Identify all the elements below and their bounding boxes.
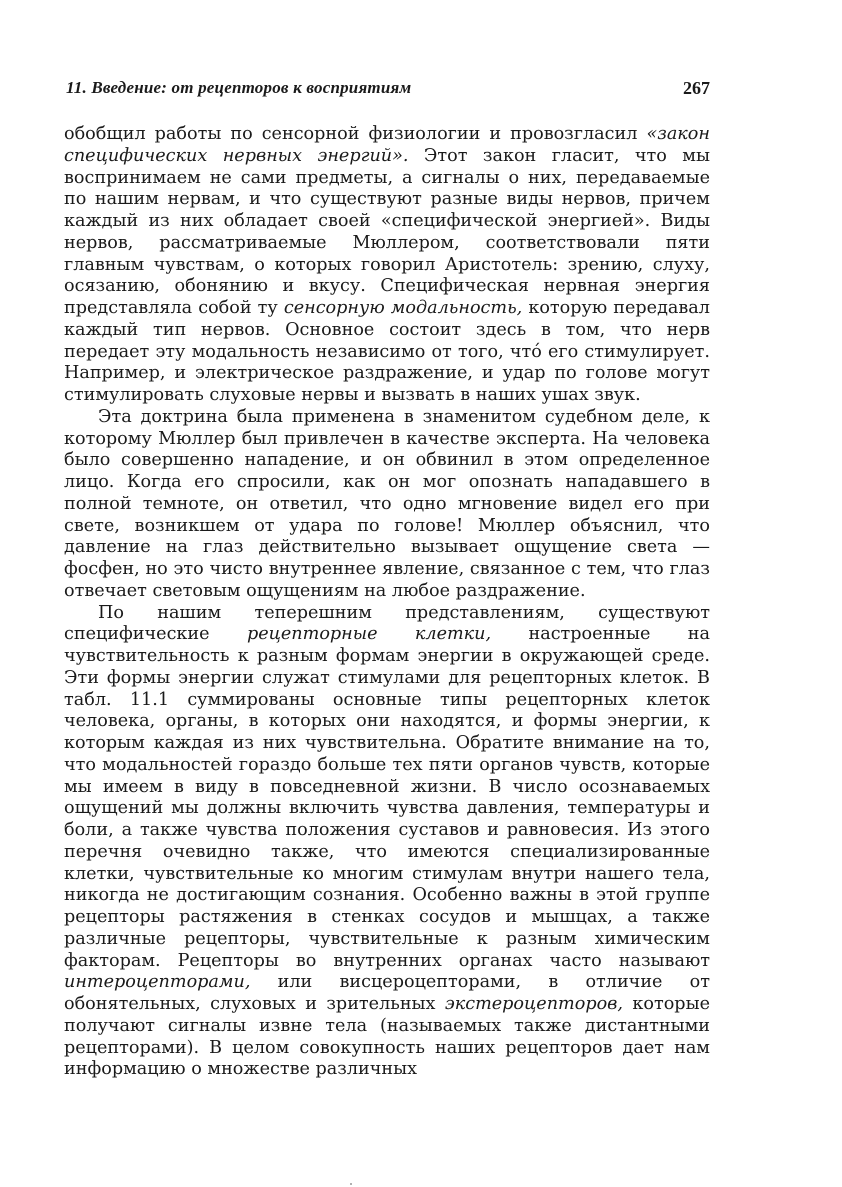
emphasized-term: интероцепторами, bbox=[64, 972, 251, 993]
text-run: настроенные на чувствительность к разным формам энергии в окружающей среде. Эти формы энергии служат стимулами для рецепторных клеток. В табл. 11.1 суммированы основные типы рецепторных клеток человека, органы, в которых они находятся, и формы энергии, к которым каждая из них чувствительна. Обратите внимание на то, что модальностей гораздо больше тех пяти органов чувств, которые мы имеем в виду в повседневной жизни. В число осознаваемых ощущений мы должны включить чувства давления, температуры и боли, а также чувства положения суставов и равновесия. Из этого перечня очевидно также, что имеются специализированные клетки, чувствительные ко многим стимулам внутри нашего тела, никогда не достигающим сознания. Особенно важны в этой группе рецепторы растяжения в стенках сосудов и мышцах, а также различные рецепторы, чувствительные к разным химическим факторам. Рецепторы во внутренних органах часто называют bbox=[64, 624, 711, 971]
text-run: Эта доктрина была применена в знаменитом судебном деле, к которому Мюллер был привлечен в качестве эксперта. На человека было совершенно нападение, и он обвинил в этом определенное лицо. Когда его спросили, как он мог опознать нападавшего в полной темноте, он ответил, что одно мгновение видел его при свете, возникшем от удара по голове! Мюллер объяснил, что давление на глаз действительно вызывает ощущение света — фосфен, но это чисто внутреннее явление, связанное с тем, что глаз отвечает световым ощущениям на любое раздражение. bbox=[64, 406, 710, 601]
page-number: 267 bbox=[683, 78, 710, 98]
emphasized-term: сенсорную модальность, bbox=[283, 298, 523, 318]
paragraph-3 bbox=[64, 603, 710, 1082]
emphasized-term: «закон специфических нервных энергий». bbox=[64, 124, 710, 166]
running-head bbox=[66, 78, 710, 104]
emphasized-term: рецепторные клетки, bbox=[246, 624, 492, 645]
chapter-running-title: 11. Введение: от рецепторов к восприятиям bbox=[66, 78, 412, 97]
paper-speck bbox=[350, 1183, 352, 1185]
emphasized-term: экстероцепторов, bbox=[444, 994, 624, 1014]
text-run: обобщил работы по сенсорной физиологии и провозгласил bbox=[64, 124, 647, 144]
text-run: или висцероцепторами, в отличие от обонятельных, слуховых и зрительных bbox=[64, 972, 710, 1014]
paragraph-2 bbox=[64, 407, 710, 603]
paragraph-1 bbox=[64, 124, 710, 407]
text-run: которую передавал каждый тип нервов. Основное состоит здесь в том, что нерв передает эту модальность независимо от того, что́ его стимулирует. Например, и электрическое раздражение, и удар по голове могут стимулировать слуховые нервы и вызвать в наших ушах звук. bbox=[64, 298, 710, 405]
text-run: По нашим теперешним представлениям, существуют специфические bbox=[64, 602, 710, 645]
text-run: которые получают сигналы извне тела (называемых также дистантными рецепторами). В целом совокупность наших рецепторов дает нам информацию о множестве различных bbox=[64, 994, 710, 1080]
body-text bbox=[64, 124, 710, 1081]
text-run: Этот закон гласит, что мы воспринимаем не сами предметы, а сигналы о них, передаваемые по нашим нервам, и что существуют разные виды нервов, причем каждый из них обладает своей «специфической энергией». Виды нервов, рассматриваемые Мюллером, соответствовали пяти главным чувствам, о которых говорил Аристотель: зрению, слуху, осязанию, обонянию и вкусу. Специфическая нервная энергия представляла собой ту bbox=[64, 145, 710, 318]
